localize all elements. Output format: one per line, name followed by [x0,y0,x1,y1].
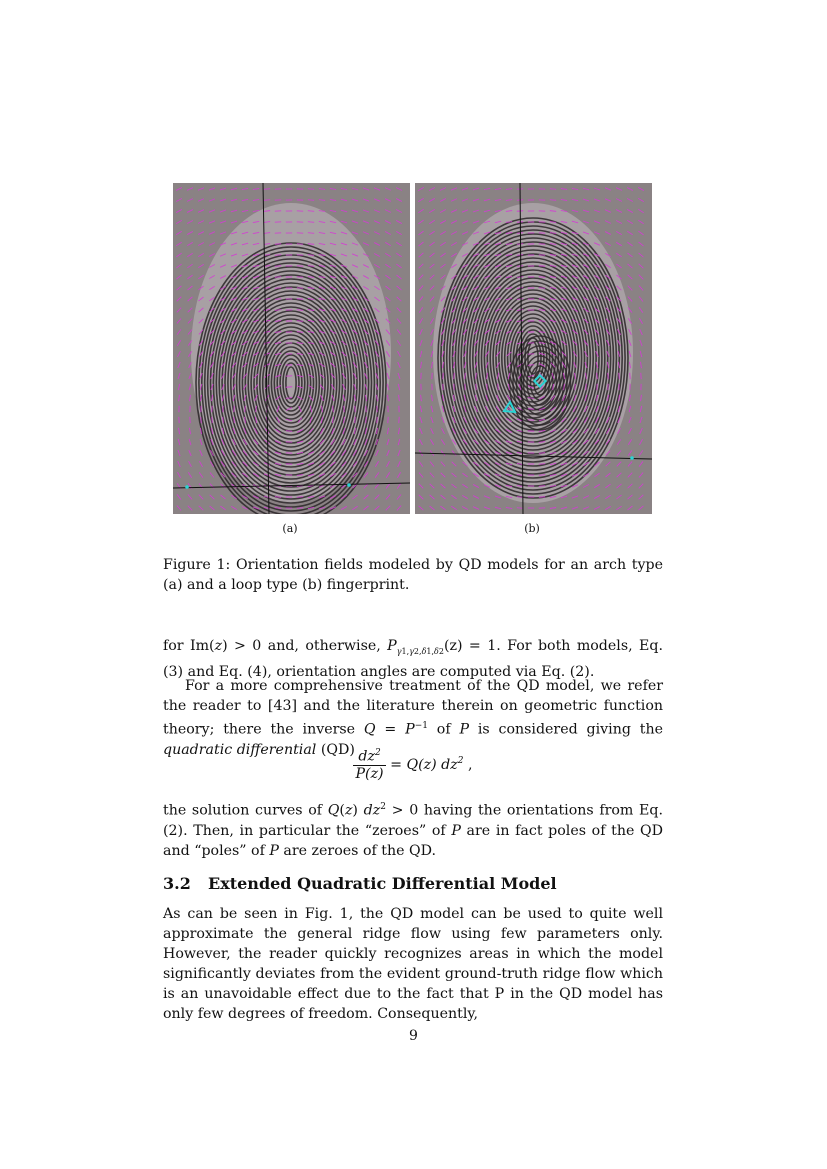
section-title: Extended Quadratic Differential Model [208,874,557,893]
figure-1b-loop-fingerprint [415,183,652,514]
paragraph-2: For a more comprehensive treatment of the QD model, we refer the reader to [43] and the literature therein on geometric function theory; there the inverse $Q = P^{-1}$ of P is considered giving the quadratic differential (QD) [163,678,663,758]
equation-qd: $\frac{dz^2}{P(z)}$ = Q(z) $dz^2$ , [355,748,473,782]
subfigure-label-a: (a) [282,522,298,535]
page-number: 9 [409,1028,418,1044]
orientation-field-b [415,183,652,514]
figure-1a-arch-fingerprint [173,183,410,514]
figure-caption: Figure 1: Orientation fields modeled by QD models for an arch type (a) and a loop type (b) fingerprint. [163,557,663,593]
subfigure-label-b: (b) [524,522,540,535]
orientation-field-a [173,183,410,514]
paragraph-1: for Im(z) > 0 and, otherwise, $P_{\gamma 1,\gamma 2,\delta 1,\delta 2}(z) = 1$. For both models, Eq. (3) and Eq. (4), orientation angles are computed via Eq. (2). [163,638,663,680]
paragraph-3: the solution curves of Q(z) $dz^2 > 0$ having the orientations from Eq. (2). Then, in particular the “zeroes” of P are in fact poles of the QD and “poles” of P are zeroes of the QD. [163,802,664,859]
paragraph-4: As can be seen in Fig. 1, the QD model can be used to quite well approximate the general ridge flow using few parameters only. However, the reader quickly recognizes areas in which the model significantly deviates from the evident ground-truth ridge flow which is an unavoidable effect due to the fact that P in the QD model has only few degrees of freedom. Consequently, [163,906,663,1022]
section-number: 3.2 [163,874,191,893]
section-heading [163,874,557,893]
